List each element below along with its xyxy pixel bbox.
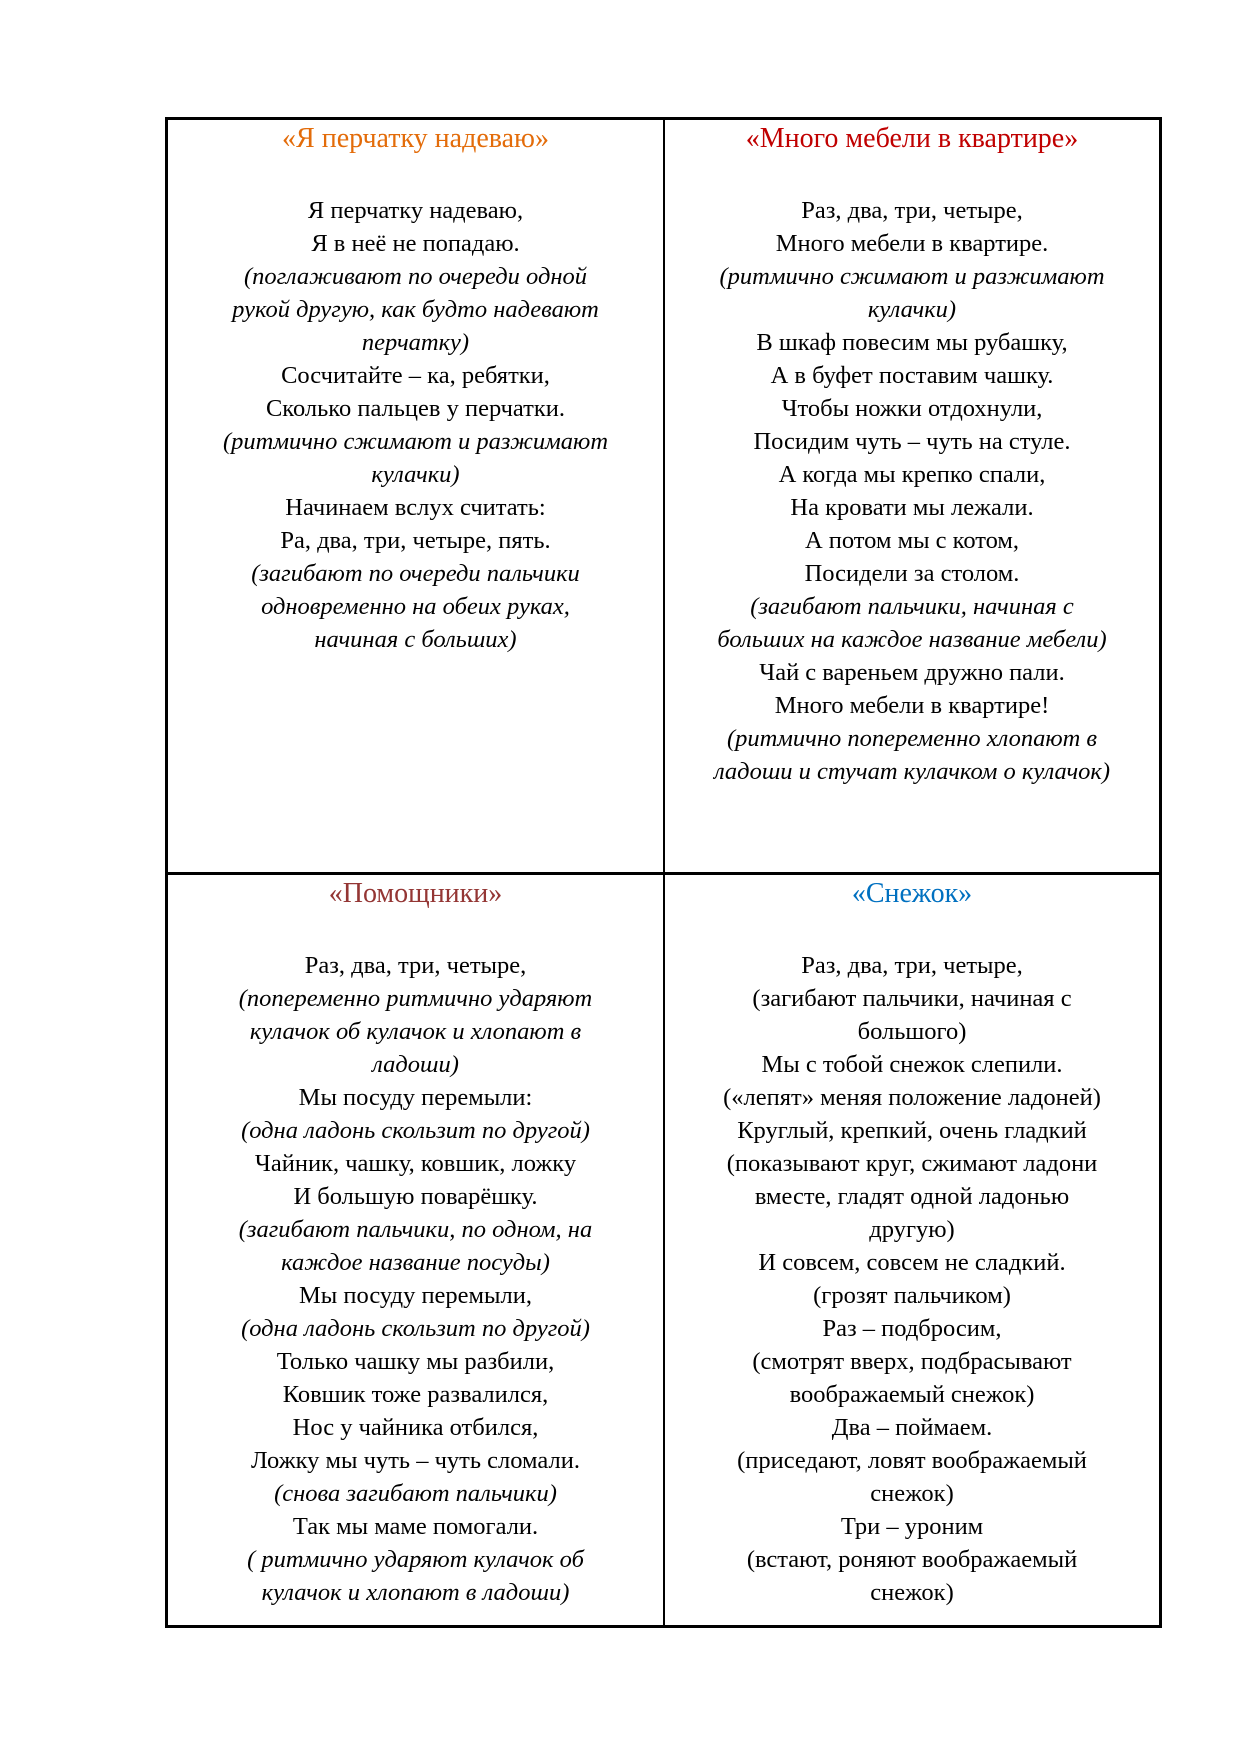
verse-line: Начинаем вслух считать:	[285, 494, 546, 521]
stage-direction-line: (ритмично попеременно хлопают в	[726, 725, 1098, 752]
verse-line: (грозят пальчиком)	[813, 1282, 1011, 1309]
verse-line: снежок)	[870, 1579, 954, 1606]
verse-line: Только чашку мы разбили,	[276, 1348, 555, 1375]
verse-line: Ложку мы чуть – чуть сломали.	[251, 1447, 580, 1474]
stage-direction-line: кулачок и хлопают в ладоши)	[261, 1579, 570, 1606]
verse-line: Мы посуду перемыли:	[298, 1084, 533, 1111]
verse-line: (встают, роняют воображаемый	[746, 1546, 1078, 1573]
verse-line: (загибают пальчики, начиная с	[752, 985, 1072, 1012]
stage-direction-line: (одна ладонь скользит по другой)	[241, 1117, 590, 1144]
card-glove	[168, 120, 663, 872]
verse-line: другую)	[869, 1216, 955, 1243]
verse-line: Мы посуду перемыли,	[299, 1282, 532, 1309]
verse-line: Нос у чайника отбился,	[292, 1414, 539, 1441]
stage-direction-line: (ритмично сжимают и разжимают	[719, 263, 1105, 290]
stage-direction-line: (снова загибают пальчики)	[274, 1480, 557, 1507]
stage-direction-line: каждое название посуды)	[281, 1249, 550, 1276]
stage-direction-line: перчатку)	[361, 329, 470, 356]
verse-line: (приседают, ловят воображаемый	[737, 1447, 1087, 1474]
verse-line: (смотрят вверх, подбрасывают	[752, 1348, 1072, 1375]
verse-line: Сосчитайте – ка, ребятки,	[281, 362, 550, 389]
card-verse	[669, 949, 1155, 1609]
verse-line: Два – поймаем.	[831, 1414, 993, 1441]
verse-line: Много мебели в квартире.	[775, 230, 1049, 257]
stage-direction-line: начиная с больших)	[314, 626, 517, 653]
verse-line: А когда мы крепко спали,	[778, 461, 1046, 488]
verse-line: Мы с тобой снежок слепили.	[761, 1051, 1063, 1078]
verse-line: воображаемый снежок)	[789, 1381, 1035, 1408]
verse-line: И совсем, совсем не сладкий.	[758, 1249, 1066, 1276]
verse-line: Посидим чуть – чуть на стуле.	[753, 428, 1071, 455]
verse-line: И большую поварёшку.	[293, 1183, 538, 1210]
stage-direction-line: ладоши и стучат кулачком о кулачок)	[713, 758, 1111, 785]
verse-line: («лепят» меняя положение ладоней)	[723, 1084, 1101, 1111]
stage-direction-line: кулачок об кулачок и хлопают в	[249, 1018, 582, 1045]
blank-line	[669, 156, 1155, 194]
card-title: «Снежок»	[851, 878, 973, 909]
stage-direction-line: ( ритмично ударяют кулачок об	[247, 1546, 584, 1573]
verse-line: Много мебели в квартире!	[774, 692, 1050, 719]
card-furniture	[665, 120, 1159, 872]
stage-direction-line: (поглаживают по очереди одной	[243, 263, 588, 290]
verse-line: Сколько пальцев у перчатки.	[265, 395, 566, 422]
verse-line: (показывают круг, сжимают ладони	[726, 1150, 1098, 1177]
verse-line: большого)	[857, 1018, 967, 1045]
verse-line: На кровати мы лежали.	[790, 494, 1034, 521]
stage-direction-line: одновременно на обеих руках,	[261, 593, 570, 620]
stage-direction-line: (загибают пальчики, по одном, на	[238, 1216, 593, 1243]
stage-direction-line: кулачки)	[371, 461, 460, 488]
card-verse	[172, 949, 659, 1609]
blank-line	[172, 156, 659, 194]
verse-line: Раз – подбросим,	[822, 1315, 1002, 1342]
verse-line: Круглый, крепкий, очень гладкий	[737, 1117, 1087, 1144]
blank-line	[172, 911, 659, 949]
card-title: «Я перчатку надеваю»	[282, 123, 549, 154]
stage-direction-line: больших на каждое название мебели)	[717, 626, 1107, 653]
verse-line: Чтобы ножки отдохнули,	[781, 395, 1043, 422]
card-helpers	[168, 875, 663, 1625]
verse-line: вместе, гладят одной ладонью	[754, 1183, 1070, 1210]
verse-line: Три – уроним	[840, 1513, 984, 1540]
stage-direction-line: рукой другую, как будто надевают	[232, 296, 599, 323]
verse-line: Ра, два, три, четыре, пять.	[280, 527, 551, 554]
verse-line: Так мы маме помогали.	[292, 1513, 539, 1540]
rhymes-table	[165, 117, 1162, 1628]
blank-line	[669, 911, 1155, 949]
verse-line: Я в неё не попадаю.	[311, 230, 520, 257]
verse-line: Я перчатку надеваю,	[307, 197, 524, 224]
verse-line: снежок)	[870, 1480, 954, 1507]
stage-direction-line: (загибают по очереди пальчики	[251, 560, 580, 587]
verse-line: Чай с вареньем дружно пали.	[759, 659, 1065, 686]
verse-line: В шкаф повесим мы рубашку,	[756, 329, 1068, 356]
card-verse	[172, 194, 659, 656]
verse-line: Чайник, чашку, ковшик, ложку	[254, 1150, 577, 1177]
stage-direction-line: (попеременно ритмично ударяют	[238, 985, 593, 1012]
verse-line: А потом мы с котом,	[804, 527, 1020, 554]
stage-direction-line: кулачки)	[867, 296, 957, 323]
card-title: «Помощники»	[328, 878, 503, 909]
stage-direction-line: ладоши)	[372, 1051, 459, 1078]
verse-line: Посидели за столом.	[804, 560, 1020, 587]
stage-direction-line: (ритмично сжимают и разжимают	[222, 428, 609, 455]
verse-line: Раз, два, три, четыре,	[801, 952, 1023, 979]
stage-direction-line: (загибают пальчики, начиная с	[750, 593, 1074, 620]
verse-line: Раз, два, три, четыре,	[801, 197, 1023, 224]
verse-line: Раз, два, три, четыре,	[304, 952, 527, 979]
verse-line: Ковшик тоже развалился,	[282, 1381, 549, 1408]
card-verse	[669, 194, 1155, 788]
stage-direction-line: (одна ладонь скользит по другой)	[241, 1315, 590, 1342]
card-snowball	[665, 875, 1159, 1625]
card-title: «Много мебели в квартире»	[745, 123, 1079, 154]
verse-line: А в буфет поставим чашку.	[770, 362, 1054, 389]
